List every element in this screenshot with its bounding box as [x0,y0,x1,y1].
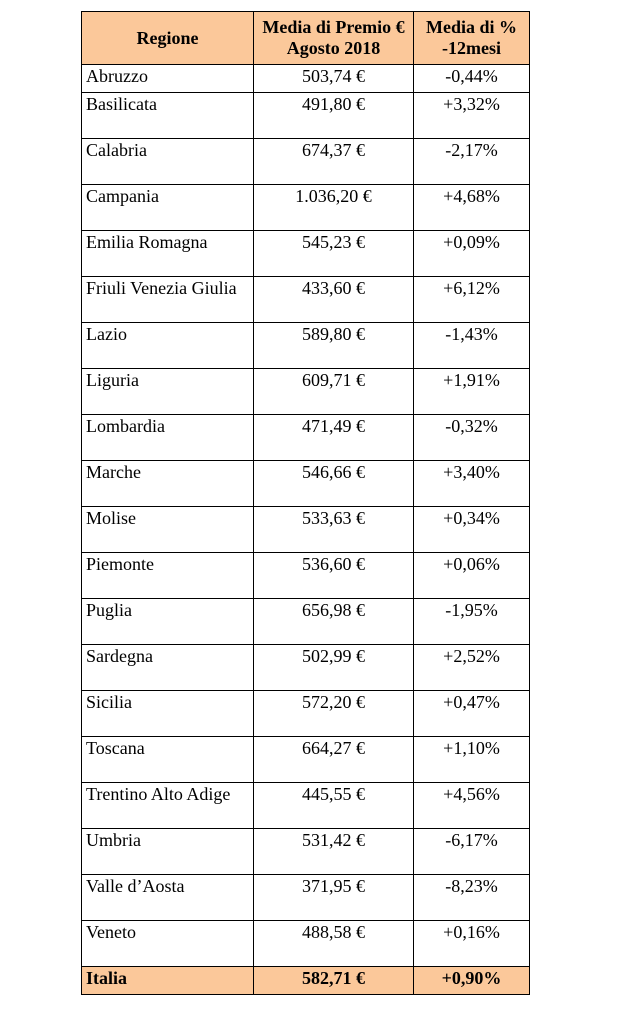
cell-regione: Sardegna [82,645,254,691]
table-row [82,415,530,461]
header-media-premio: Media di Premio € Agosto 2018 [254,12,414,65]
cell-premio: 536,60 € [254,553,414,599]
total-variazione: +0,90% [414,967,530,995]
table-row [82,369,530,415]
table-row [82,875,530,921]
cell-variazione: +6,12% [414,277,530,323]
cell-regione: Umbria [82,829,254,875]
cell-regione: Emilia Romagna [82,231,254,277]
cell-premio: 445,55 € [254,783,414,829]
table-row [82,277,530,323]
cell-regione: Lombardia [82,415,254,461]
cell-variazione: -1,43% [414,323,530,369]
total-row [82,967,530,995]
cell-premio: 572,20 € [254,691,414,737]
table-row [82,691,530,737]
cell-regione: Abruzzo [82,65,254,93]
cell-regione: Toscana [82,737,254,783]
cell-premio: 491,80 € [254,93,414,139]
cell-variazione: -2,17% [414,139,530,185]
cell-regione: Sicilia [82,691,254,737]
total-premio: 582,71 € [254,967,414,995]
cell-premio: 471,49 € [254,415,414,461]
cell-premio: 371,95 € [254,875,414,921]
table-row [82,65,530,93]
header-variazione: Media di % -12mesi [414,12,530,65]
cell-premio: 433,60 € [254,277,414,323]
table-row [82,599,530,645]
cell-premio: 533,63 € [254,507,414,553]
cell-variazione: +0,47% [414,691,530,737]
cell-variazione: -6,17% [414,829,530,875]
table-body [82,65,530,967]
cell-premio: 589,80 € [254,323,414,369]
cell-regione: Trentino Alto Adige [82,783,254,829]
cell-premio: 664,27 € [254,737,414,783]
cell-regione: Veneto [82,921,254,967]
cell-regione: Calabria [82,139,254,185]
table-row [82,185,530,231]
cell-regione: Piemonte [82,553,254,599]
cell-regione: Valle d’Aosta [82,875,254,921]
cell-premio: 1.036,20 € [254,185,414,231]
table-row [82,507,530,553]
header-row [82,12,530,65]
table-row [82,323,530,369]
table-row [82,139,530,185]
cell-variazione: +0,34% [414,507,530,553]
total-regione: Italia [82,967,254,995]
header-regione: Regione [82,12,254,65]
cell-premio: 488,58 € [254,921,414,967]
cell-variazione: -0,32% [414,415,530,461]
table-row [82,829,530,875]
cell-premio: 502,99 € [254,645,414,691]
cell-variazione: +4,56% [414,783,530,829]
premi-table [81,11,530,995]
cell-regione: Puglia [82,599,254,645]
cell-premio: 545,23 € [254,231,414,277]
cell-variazione: -8,23% [414,875,530,921]
table-row [82,93,530,139]
cell-variazione: +2,52% [414,645,530,691]
table-row [82,921,530,967]
cell-regione: Friuli Venezia Giulia [82,277,254,323]
cell-variazione: +0,06% [414,553,530,599]
cell-variazione: +1,91% [414,369,530,415]
cell-variazione: +0,09% [414,231,530,277]
cell-premio: 656,98 € [254,599,414,645]
cell-variazione: -1,95% [414,599,530,645]
cell-variazione: +3,32% [414,93,530,139]
cell-regione: Basilicata [82,93,254,139]
cell-variazione: +1,10% [414,737,530,783]
cell-regione: Marche [82,461,254,507]
cell-premio: 546,66 € [254,461,414,507]
cell-premio: 531,42 € [254,829,414,875]
cell-regione: Campania [82,185,254,231]
cell-premio: 503,74 € [254,65,414,93]
cell-regione: Liguria [82,369,254,415]
cell-premio: 609,71 € [254,369,414,415]
cell-regione: Molise [82,507,254,553]
cell-premio: 674,37 € [254,139,414,185]
cell-variazione: +0,16% [414,921,530,967]
cell-variazione: +3,40% [414,461,530,507]
table-row [82,553,530,599]
table-row [82,783,530,829]
cell-variazione: +4,68% [414,185,530,231]
table-row [82,231,530,277]
table-row [82,461,530,507]
cell-regione: Lazio [82,323,254,369]
table-row [82,737,530,783]
table-row [82,645,530,691]
cell-variazione: -0,44% [414,65,530,93]
